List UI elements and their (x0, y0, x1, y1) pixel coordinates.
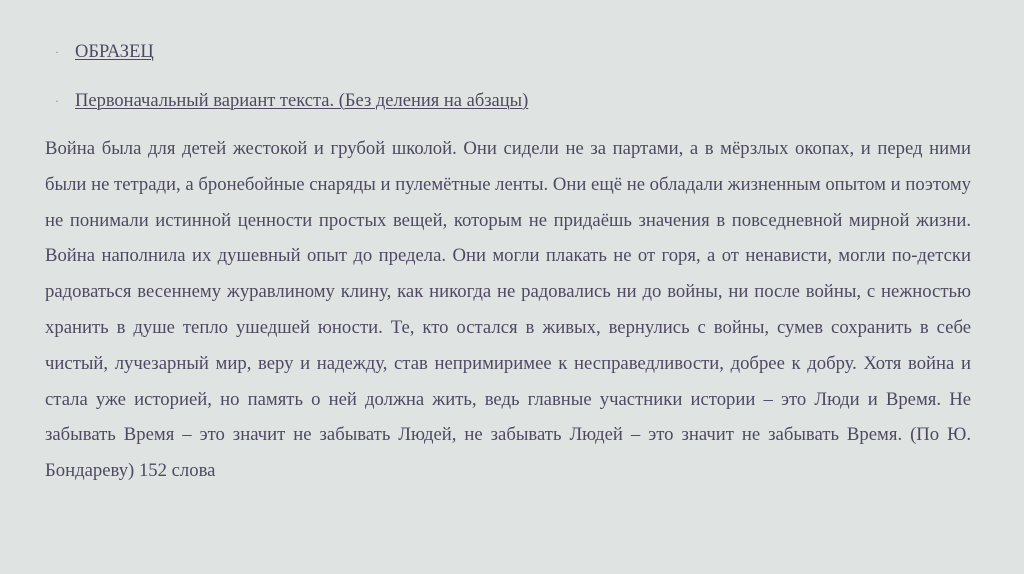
bullet-label-original-version: Первоначальный вариант текста. (Без деления на абзацы) (75, 91, 529, 111)
body-paragraph: Война была для детей жестокой и грубой школой. Они сидели не за партами, а в мёрзлых окопах, и перед ними были не тетради, а бронебойные снаряды и пулемётные ленты. Они ещё не обладали жизненным опытом и поэтому не понимали истинной ценности простых вещей, которым не придаёшь значения в повседневной мирной жизни. Война наполнила их душевный опыт до предела. Они могли плакать не от горя, а от ненависти, могли по-детски радоваться весеннему журавлиному клину, как никогда не радовались ни до войны, ни после войны, с нежностью хранить в душе тепло ушедшей юности. Те, кто остался в живых, вернулись с войны, сумев сохранить в себе чистый, лучезарный мир, веру и надежду, став непримиримее к несправедливости, добрее к добру. Хотя война и стала уже историей, но память о ней должна жить, ведь главные участники истории – это Люди и Время. Не забывать Время – это значит не забывать Людей, не забывать Людей – это значит не забывать Время. (По Ю. Бондареву) 152 слова (45, 138, 971, 482)
bullet-marker: · (55, 45, 59, 59)
bullet-label-sample: ОБРАЗЕЦ (75, 42, 154, 62)
bullet-item-original-version (55, 89, 528, 113)
bullet-marker: · (55, 94, 59, 108)
bullet-item-sample (55, 40, 154, 64)
